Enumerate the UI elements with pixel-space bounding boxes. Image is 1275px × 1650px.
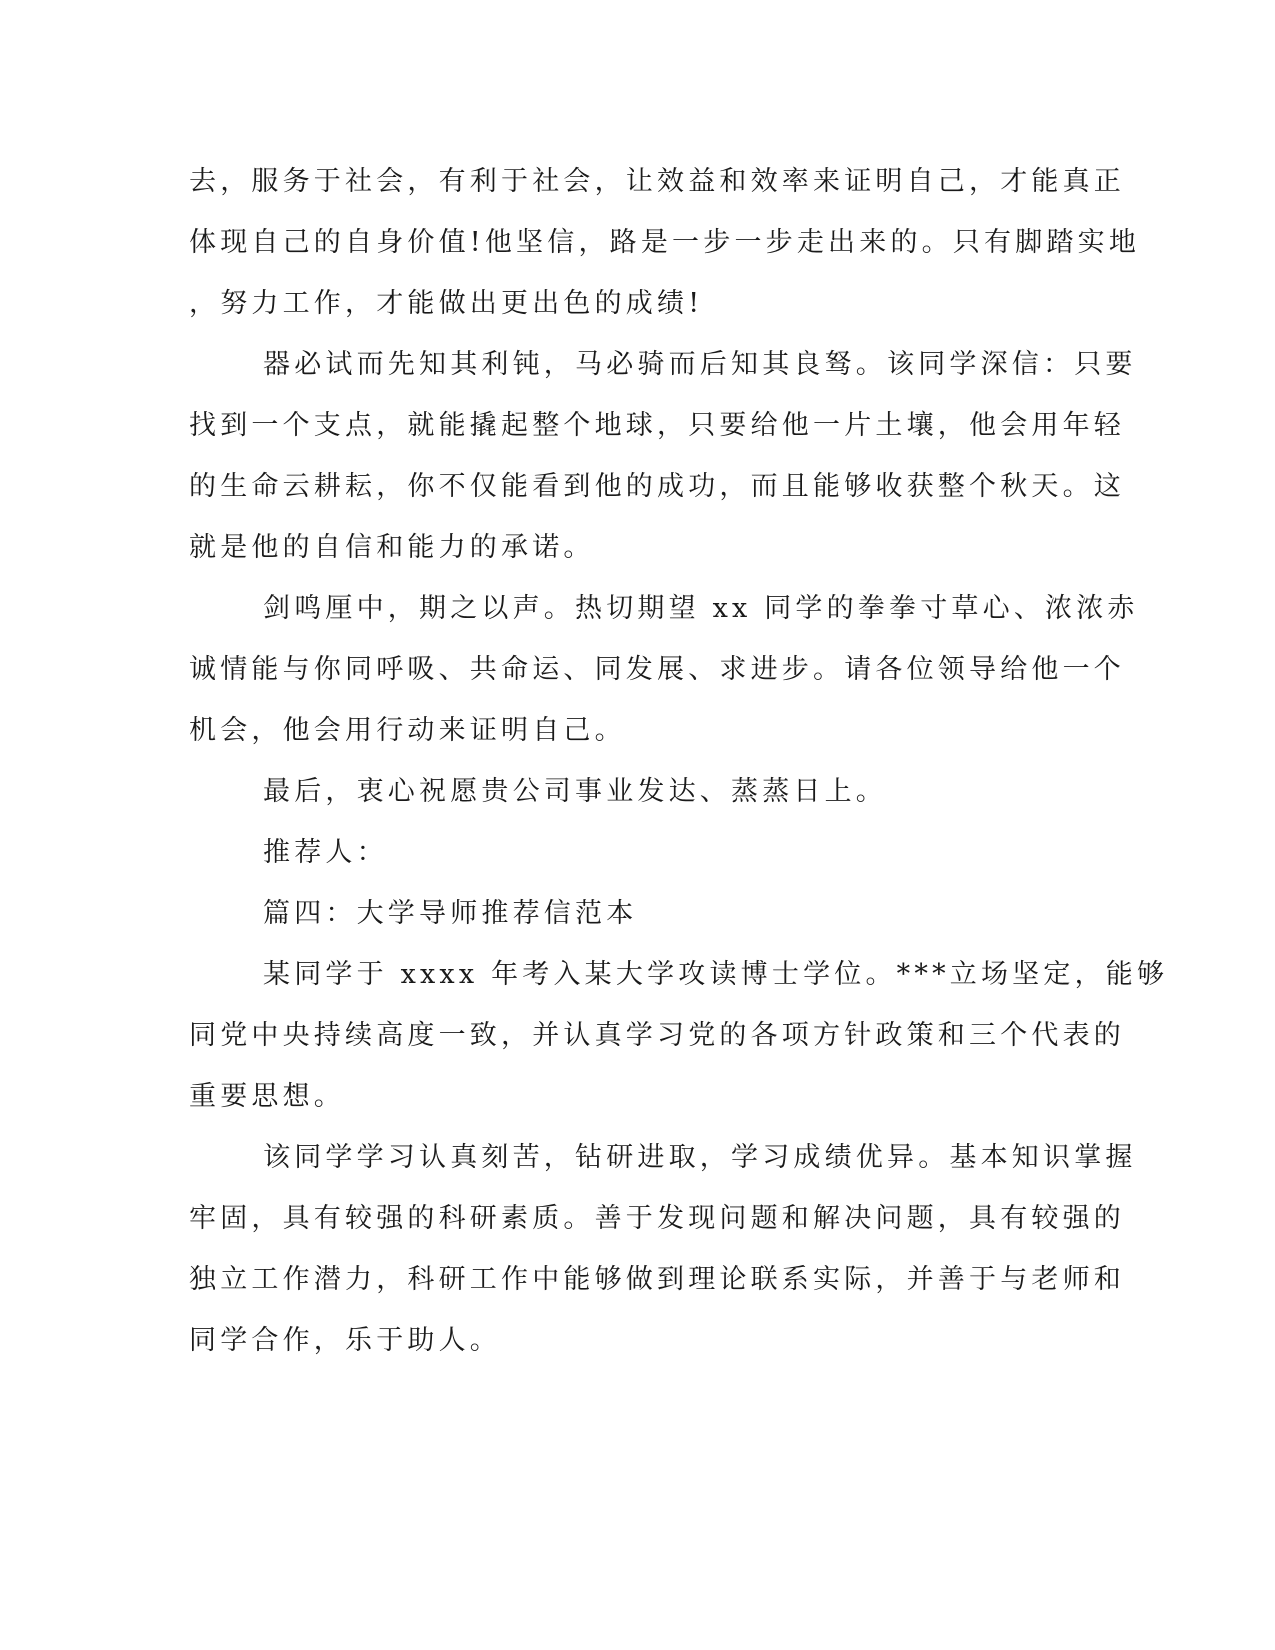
body-text xyxy=(189,151,1169,1371)
text-line: 同学合作，乐于助人。 xyxy=(189,1325,501,1356)
text-line: 就是他的自信和能力的承诺。 xyxy=(189,532,595,563)
text-line: 诚情能与你同呼吸、共命运、同发展、求进步。请各位领导给他一个 xyxy=(189,654,1125,685)
text-line: 某同学于 xxxx 年考入某大学攻读博士学位。***立场坚定，能够 xyxy=(263,959,1169,990)
text-line: 推荐人： xyxy=(263,837,388,868)
text-line: 的生命云耕耘，你不仅能看到他的成功，而且能够收获整个秋天。这 xyxy=(189,471,1125,502)
text-line: 器必试而先知其利钝，马必骑而后知其良驽。该同学深信：只要 xyxy=(263,349,1137,380)
text-line: 牢固，具有较强的科研素质。善于发现问题和解决问题，具有较强的 xyxy=(189,1203,1125,1234)
text-line: 独立工作潜力，科研工作中能够做到理论联系实际，并善于与老师和 xyxy=(189,1264,1125,1295)
text-line: 机会，他会用行动来证明自己。 xyxy=(189,715,626,746)
text-line: 同党中央持续高度一致，并认真学习党的各项方针政策和三个代表的 xyxy=(189,1020,1125,1051)
text-line: 重要思想。 xyxy=(189,1081,345,1112)
text-line: 最后，衷心祝愿贵公司事业发达、蒸蒸日上。 xyxy=(263,776,887,807)
text-line: ，努力工作，才能做出更出色的成绩! xyxy=(189,288,704,319)
text-line: 剑鸣厘中，期之以声。热切期望 xx 同学的拳拳寸草心、浓浓赤 xyxy=(263,593,1139,624)
text-line: 体现自己的自身价值!他坚信，路是一步一步走出来的。只有脚踏实地 xyxy=(189,227,1141,258)
text-line: 找到一个支点，就能撬起整个地球，只要给他一片土壤，他会用年轻 xyxy=(189,410,1125,441)
text-line: 去，服务于社会，有利于社会，让效益和效率来证明自己，才能真正 xyxy=(189,166,1125,197)
section-heading: 篇四：大学导师推荐信范本 xyxy=(263,898,638,929)
text-line: 该同学学习认真刻苦，钻研进取，学习成绩优异。基本知识掌握 xyxy=(263,1142,1137,1173)
